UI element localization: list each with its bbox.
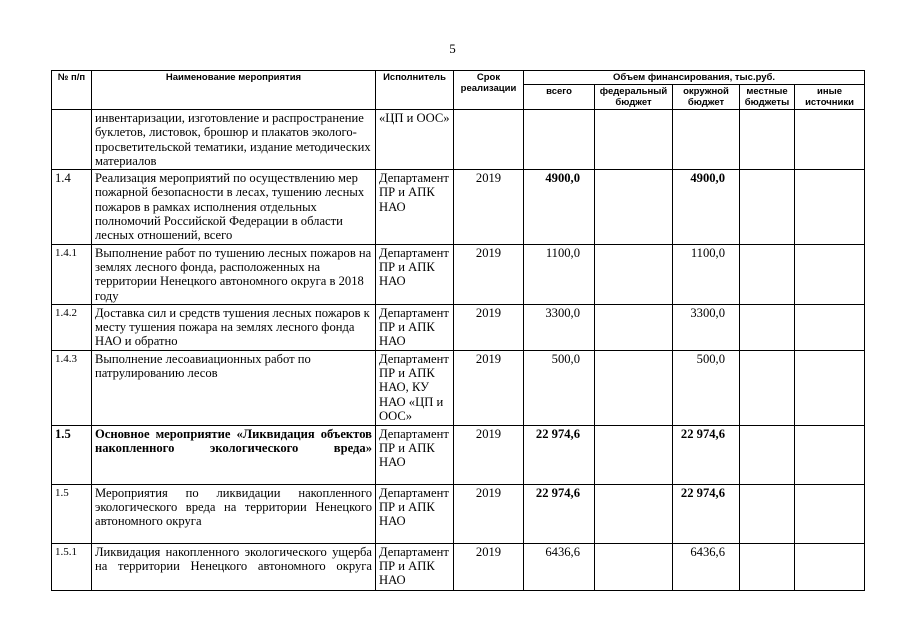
row-executor: «ЦП и ООС» [376, 110, 454, 170]
row-federal [595, 484, 673, 543]
row-name: Реализация мероприятий по осуществлению мер пожарной безопасности в лесах, тушению лесных пожаров в рамках исполнения отдельных полномочий Российской Федерации в области лесных отношений, всего [92, 170, 376, 244]
row-num: 1.5.1 [52, 543, 92, 590]
row-local [740, 484, 795, 543]
row-name: Доставка сил и средств тушения лесных пожаров к месту тушения пожара на землях лесного фонда НАО и обратно [92, 304, 376, 350]
row-other [795, 170, 865, 244]
row-num: 1.4.1 [52, 244, 92, 304]
row-district: 22 974,6 [673, 484, 740, 543]
table-row [52, 350, 865, 425]
row-term: 2019 [454, 543, 524, 590]
row-name: Выполнение лесоавиационных работ по патрулированию лесов [92, 350, 376, 425]
table-row [52, 425, 865, 484]
row-other [795, 425, 865, 484]
row-federal [595, 244, 673, 304]
row-total: 6436,6 [524, 543, 595, 590]
table-row [52, 170, 865, 244]
row-total: 22 974,6 [524, 484, 595, 543]
page-number: 5 [449, 41, 456, 56]
row-executor: Департамент ПР и АПК НАО [376, 543, 454, 590]
row-total: 500,0 [524, 350, 595, 425]
table-row [52, 304, 865, 350]
row-other [795, 484, 865, 543]
row-federal [595, 350, 673, 425]
row-num: 1.5 [52, 484, 92, 543]
row-executor: Департамент ПР и АПК НАО [376, 484, 454, 543]
row-district: 3300,0 [673, 304, 740, 350]
header-district: окружной бюджет [673, 85, 740, 110]
row-district: 6436,6 [673, 543, 740, 590]
row-num: 1.4.2 [52, 304, 92, 350]
row-term: 2019 [454, 350, 524, 425]
row-term: 2019 [454, 244, 524, 304]
row-num: 1.4.3 [52, 350, 92, 425]
header-local: местные бюджеты [740, 85, 795, 110]
row-term: 2019 [454, 425, 524, 484]
row-local [740, 350, 795, 425]
header-row [52, 71, 865, 85]
row-num: 1.4 [52, 170, 92, 244]
row-name: инвентаризации, изготовление и распространение буклетов, листовок, брошюр и плакатов эколого-просветительской тематики, издание методических материалов [92, 110, 376, 170]
row-name: Мероприятия по ликвидации накопленного экологического вреда на территории Ненецкого автономного округа [92, 484, 376, 543]
row-local [740, 110, 795, 170]
row-federal [595, 110, 673, 170]
row-term: 2019 [454, 304, 524, 350]
row-name: Ликвидация накопленного экологического ущерба на территории Ненецкого автономного округа [92, 543, 376, 590]
row-local [740, 244, 795, 304]
row-total: 22 974,6 [524, 425, 595, 484]
header-other: иные источники [795, 85, 865, 110]
header-executor: Исполнитель [376, 71, 454, 110]
row-executor: Департамент ПР и АПК НАО [376, 170, 454, 244]
row-term: 2019 [454, 170, 524, 244]
row-term: 2019 [454, 484, 524, 543]
row-term [454, 110, 524, 170]
header-name: Наименование мероприятия [92, 71, 376, 110]
row-other [795, 244, 865, 304]
row-federal [595, 304, 673, 350]
row-district: 4900,0 [673, 170, 740, 244]
table-row [52, 484, 865, 543]
row-local [740, 304, 795, 350]
header-financing: Объем финансирования, тыс.руб. [524, 71, 865, 85]
program-table [51, 70, 865, 591]
table-row [52, 110, 865, 170]
row-federal [595, 170, 673, 244]
row-total [524, 110, 595, 170]
row-other [795, 543, 865, 590]
header-term: Срок реализации [454, 71, 524, 110]
row-district: 500,0 [673, 350, 740, 425]
row-name: Выполнение работ по тушению лесных пожаров на землях лесного фонда, расположенных на территории Ненецкого автономного округа в 2018 году [92, 244, 376, 304]
row-executor: Департамент ПР и АПК НАО [376, 244, 454, 304]
row-executor: Департамент ПР и АПК НАО, КУ НАО «ЦП и ООС» [376, 350, 454, 425]
row-federal [595, 425, 673, 484]
row-total: 4900,0 [524, 170, 595, 244]
header-total: всего [524, 85, 595, 110]
row-local [740, 543, 795, 590]
table-row [52, 244, 865, 304]
row-num: 1.5 [52, 425, 92, 484]
header-federal: федеральный бюджет [595, 85, 673, 110]
row-district: 1100,0 [673, 244, 740, 304]
row-other [795, 110, 865, 170]
row-local [740, 425, 795, 484]
row-executor: Департамент ПР и АПК НАО [376, 425, 454, 484]
row-other [795, 304, 865, 350]
row-num [52, 110, 92, 170]
row-local [740, 170, 795, 244]
row-total: 3300,0 [524, 304, 595, 350]
row-other [795, 350, 865, 425]
row-district: 22 974,6 [673, 425, 740, 484]
row-district [673, 110, 740, 170]
row-executor: Департамент ПР и АПК НАО [376, 304, 454, 350]
row-total: 1100,0 [524, 244, 595, 304]
table-row [52, 543, 865, 590]
header-num: № п/п [52, 71, 92, 110]
row-name: Основное мероприятие «Ликвидация объектов накопленного экологического вреда» [92, 425, 376, 484]
row-federal [595, 543, 673, 590]
